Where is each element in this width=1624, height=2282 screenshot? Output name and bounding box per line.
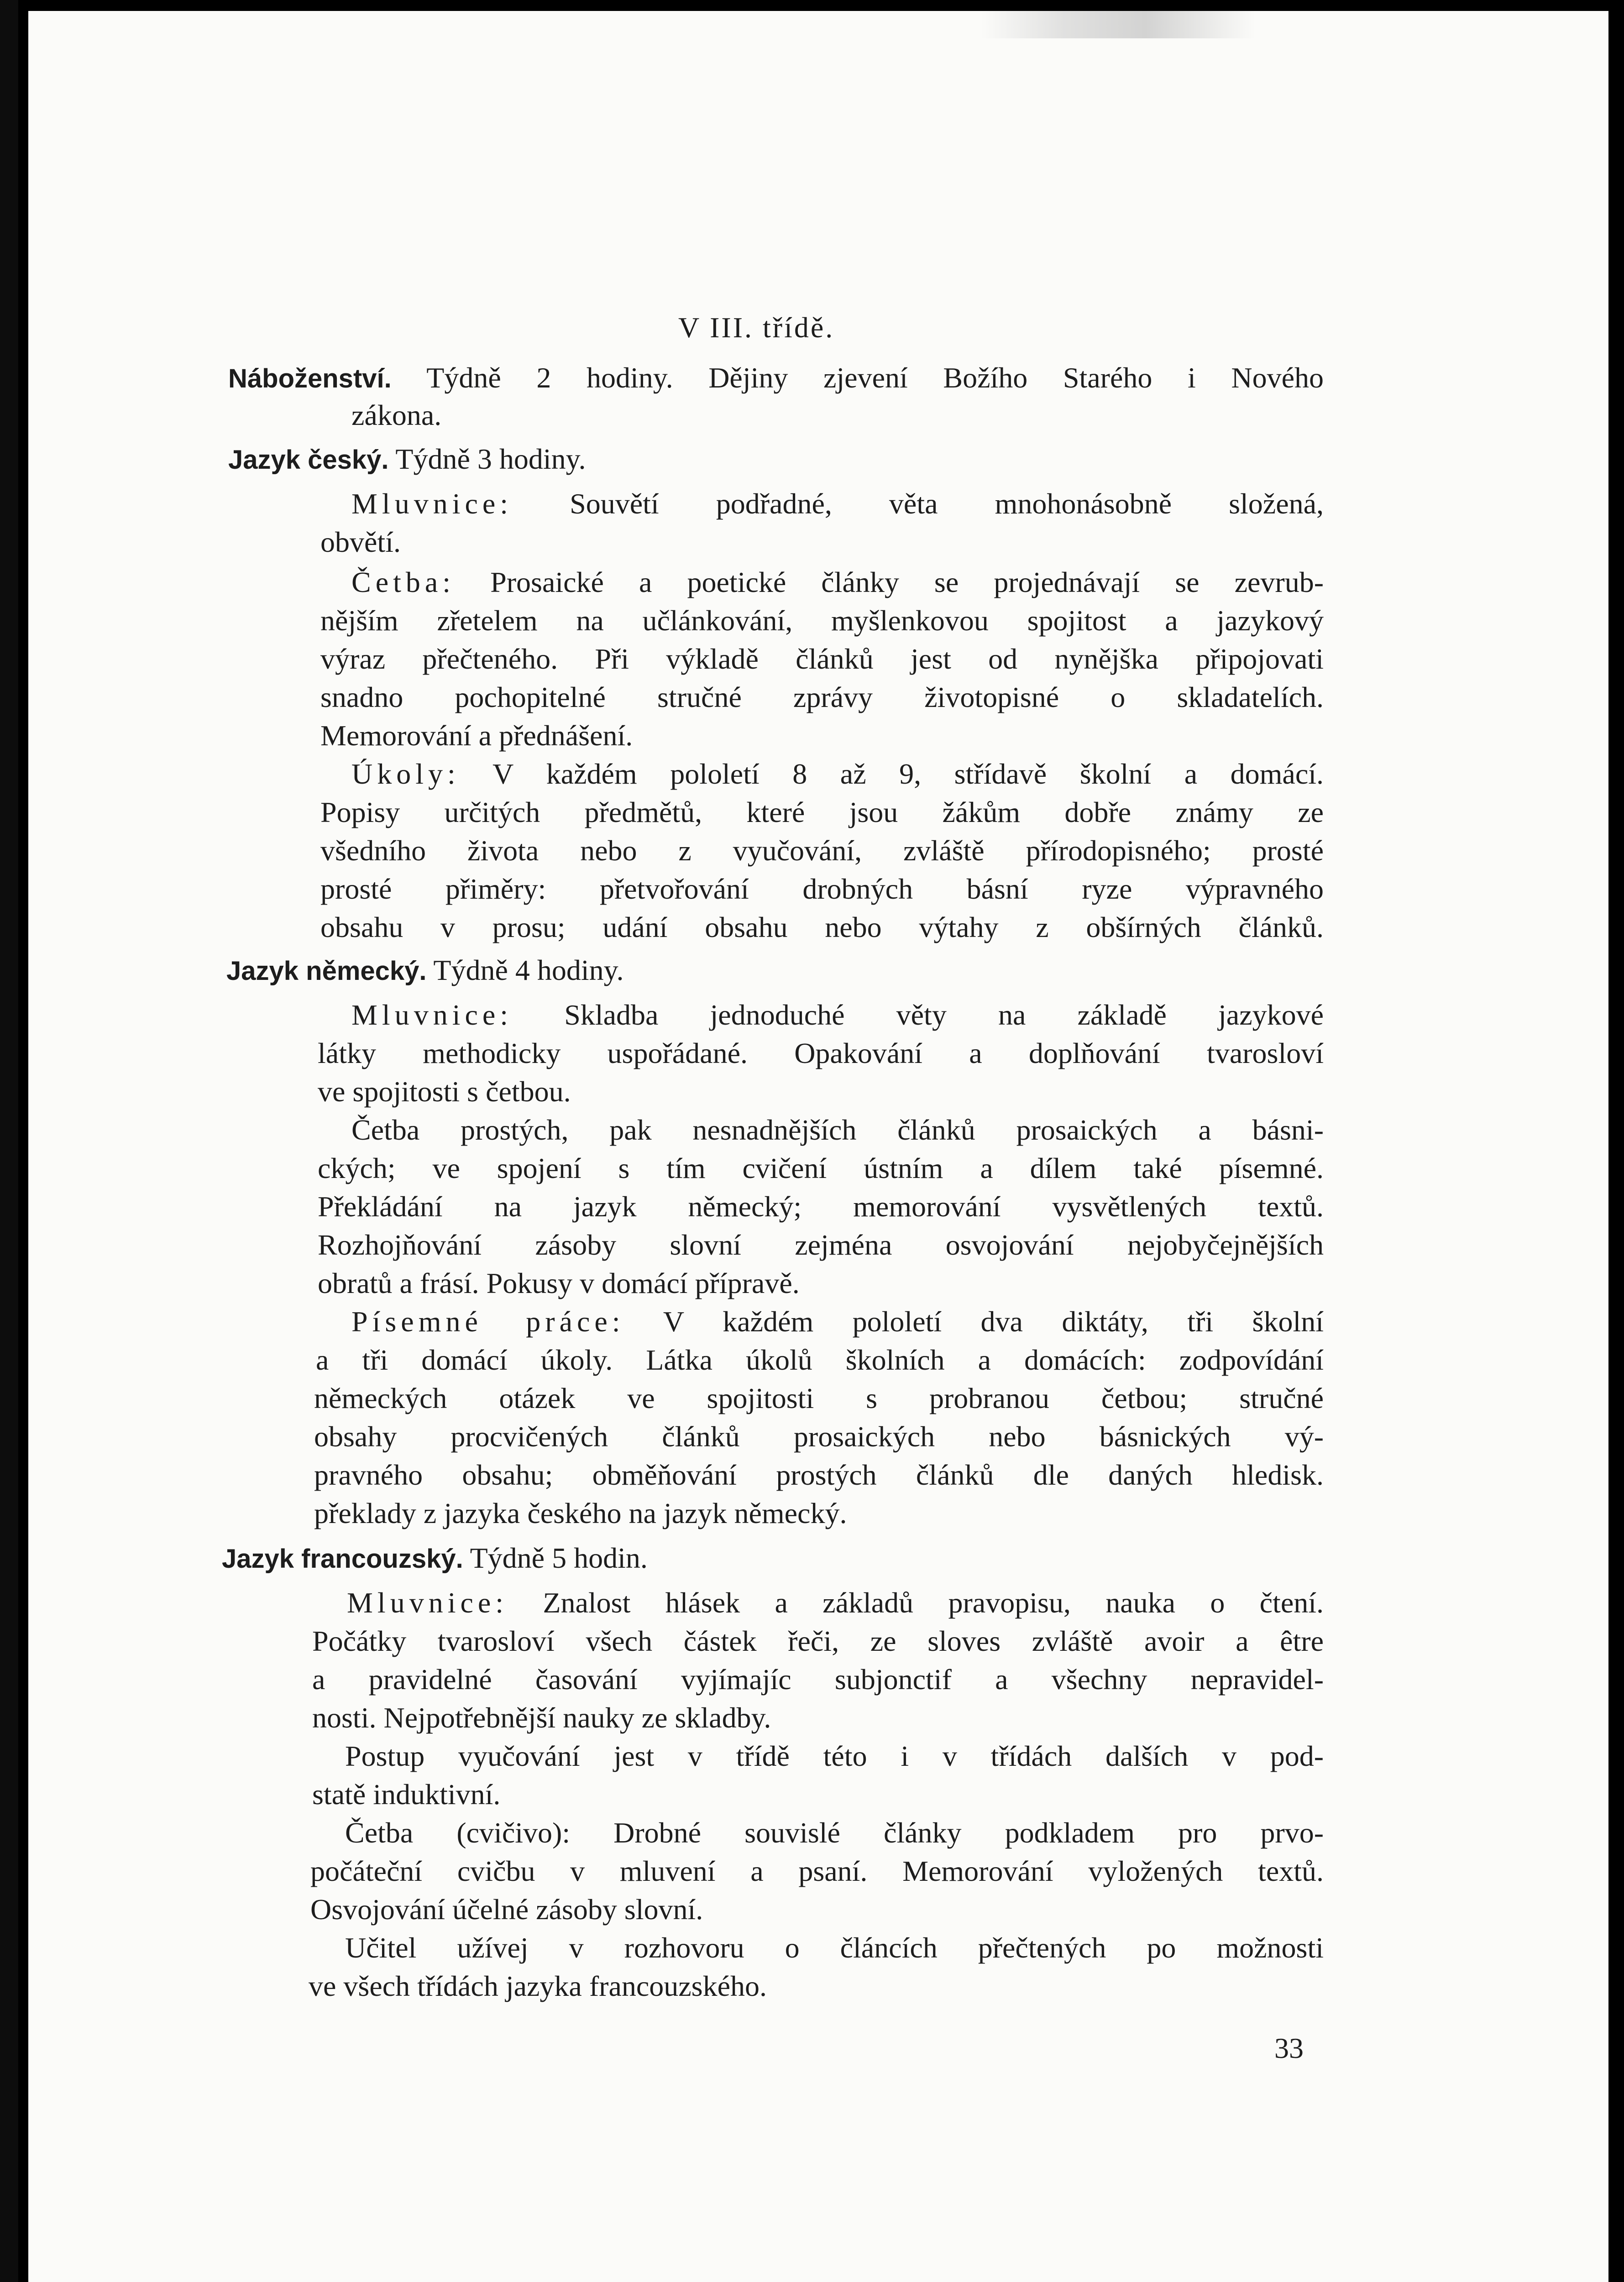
francouzsky-postup-2: statě induktivní.	[312, 1778, 501, 1811]
cesky-cetba-3: výraz přečteného. Při výkladě článků jest od nynějška připojovati	[320, 643, 1324, 675]
francouzsky-heading: Jazyk francouzský. Týdně 5 hodin.	[222, 1542, 648, 1574]
nemecky-prace-5: pravného obsahu; obměňování prostých článků dle daných hledisk.	[314, 1459, 1324, 1491]
nemecky-cetba-1: Četba prostých, pak nesnadnějších článků prosaických a básni-	[351, 1114, 1324, 1146]
cesky-cetba-1: Četba: Prosaické a poetické články se projednávají se zevrub-	[351, 566, 1324, 598]
nemecky-prace-2: a tři domácí úkoly. Látka úkolů školních a domácích: zodpovídání	[316, 1344, 1324, 1376]
francouzsky-mluvnice-4: nosti. Nejpotřebnější nauky ze skladby.	[312, 1701, 771, 1734]
nemecky-prace-3: německých otázek ve spojitosti s probranou četbou; stručné	[314, 1382, 1324, 1414]
nemecky-prace-4: obsahy procvičených článků prosaických nebo básnických vý-	[314, 1420, 1324, 1453]
francouzsky-cetba-1: Četba (cvičivo): Drobné souvislé články podkladem pro prvo-	[345, 1816, 1324, 1849]
page-number: 33	[1274, 2032, 1304, 2064]
nemecky-cetba-5: obratů a frásí. Pokusy v domácí přípravě.	[318, 1267, 800, 1299]
francouzsky-ucitel-1: Učitel užívej v rozhovoru o článcích přečtených po možnosti	[345, 1931, 1324, 1964]
cesky-mluvnice-2: obvětí.	[320, 526, 401, 558]
nemecky-cetba-4: Rozhojňování zásoby slovní zejména osvojování nejobyčejnějších	[318, 1229, 1324, 1261]
subject-label-nemecky: Jazyk německý.	[226, 956, 427, 986]
nemecky-prace-6: překlady z jazyka českého na jazyk německý.	[314, 1497, 847, 1529]
nemecky-mluvnice-1: Mluvnice: Skladba jednoduché věty na základě jazykové	[351, 999, 1324, 1031]
cesky-mluvnice-1: Mluvnice: Souvětí podřadné, věta mnohonásobně složená,	[351, 487, 1324, 520]
nabozenstvi-line-2: zákona.	[351, 399, 442, 431]
francouzsky-mluvnice-3: a pravidelné časování vyjímajíc subjonctif a všechny nepravidel-	[312, 1663, 1324, 1696]
nemecky-cetba-3: Překládání na jazyk německý; memorování vysvětlených textů.	[318, 1190, 1324, 1223]
cesky-ukoly-2: Popisy určitých předmětů, které jsou žákům dobře známy ze	[320, 796, 1324, 828]
cesky-ukoly-3: všedního života nebo z vyučování, zvláště přírodopisného; prosté	[320, 834, 1324, 867]
cesky-ukoly-5: obsahu v prosu; udání obsahu nebo výtahy z obšírných článků.	[320, 911, 1324, 943]
nabozenstvi-line-1: Náboženství. Týdně 2 hodiny. Dějiny zjevení Božího Starého i Nového	[228, 361, 1324, 394]
cesky-ukoly-4: prosté přiměry: přetvořování drobných básní ryze výpravného	[320, 873, 1324, 905]
francouzsky-cetba-2: počáteční cvičbu v mluvení a psaní. Memorování vyložených textů.	[310, 1855, 1324, 1887]
page-heading: V III. třídě.	[678, 311, 835, 344]
cesky-ukoly-1: Úkoly: V každém pololetí 8 až 9, střídavě školní a domácí.	[351, 758, 1324, 790]
francouzsky-postup-1: Postup vyučování jest v třídě této i v třídách dalších v pod-	[345, 1740, 1324, 1772]
nemecky-heading: Jazyk německý. Týdně 4 hodiny.	[226, 954, 624, 986]
cesky-cetba-4: snadno pochopitelné stručné zprávy životopisné o skladatelích.	[320, 681, 1324, 713]
nemecky-mluvnice-3: ve spojitosti s četbou.	[318, 1075, 571, 1108]
subject-label-nabozenstvi: Náboženství.	[228, 364, 392, 393]
nemecky-mluvnice-2: látky methodicky uspořádané. Opakování a doplňování tvarosloví	[318, 1037, 1324, 1069]
francouzsky-cetba-3: Osvojování účelné zásoby slovní.	[310, 1893, 703, 1926]
subject-label-cesky: Jazyk český.	[228, 445, 389, 475]
cesky-heading: Jazyk český. Týdně 3 hodiny.	[228, 443, 586, 475]
cesky-cetba-5: Memorování a přednášení.	[320, 719, 633, 752]
subject-label-francouzsky: Jazyk francouzský.	[222, 1544, 463, 1574]
nemecky-prace-1: Písemné práce: V každém pololetí dva diktáty, tři školní	[351, 1305, 1324, 1338]
francouzsky-mluvnice-1: Mluvnice: Znalost hlásek a základů pravopisu, nauka o čtení.	[347, 1586, 1324, 1619]
francouzsky-mluvnice-2: Počátky tvarosloví všech částek řeči, ze sloves zvláště avoir a être	[312, 1625, 1324, 1657]
cesky-cetba-2: nějším zřetelem na učlánkování, myšlenkovou spojitost a jazykový	[320, 604, 1324, 637]
nemecky-cetba-2: ckých; ve spojení s tím cvičení ústním a dílem také písemné.	[318, 1152, 1324, 1184]
francouzsky-ucitel-2: ve všech třídách jazyka francouzského.	[309, 1970, 767, 2002]
